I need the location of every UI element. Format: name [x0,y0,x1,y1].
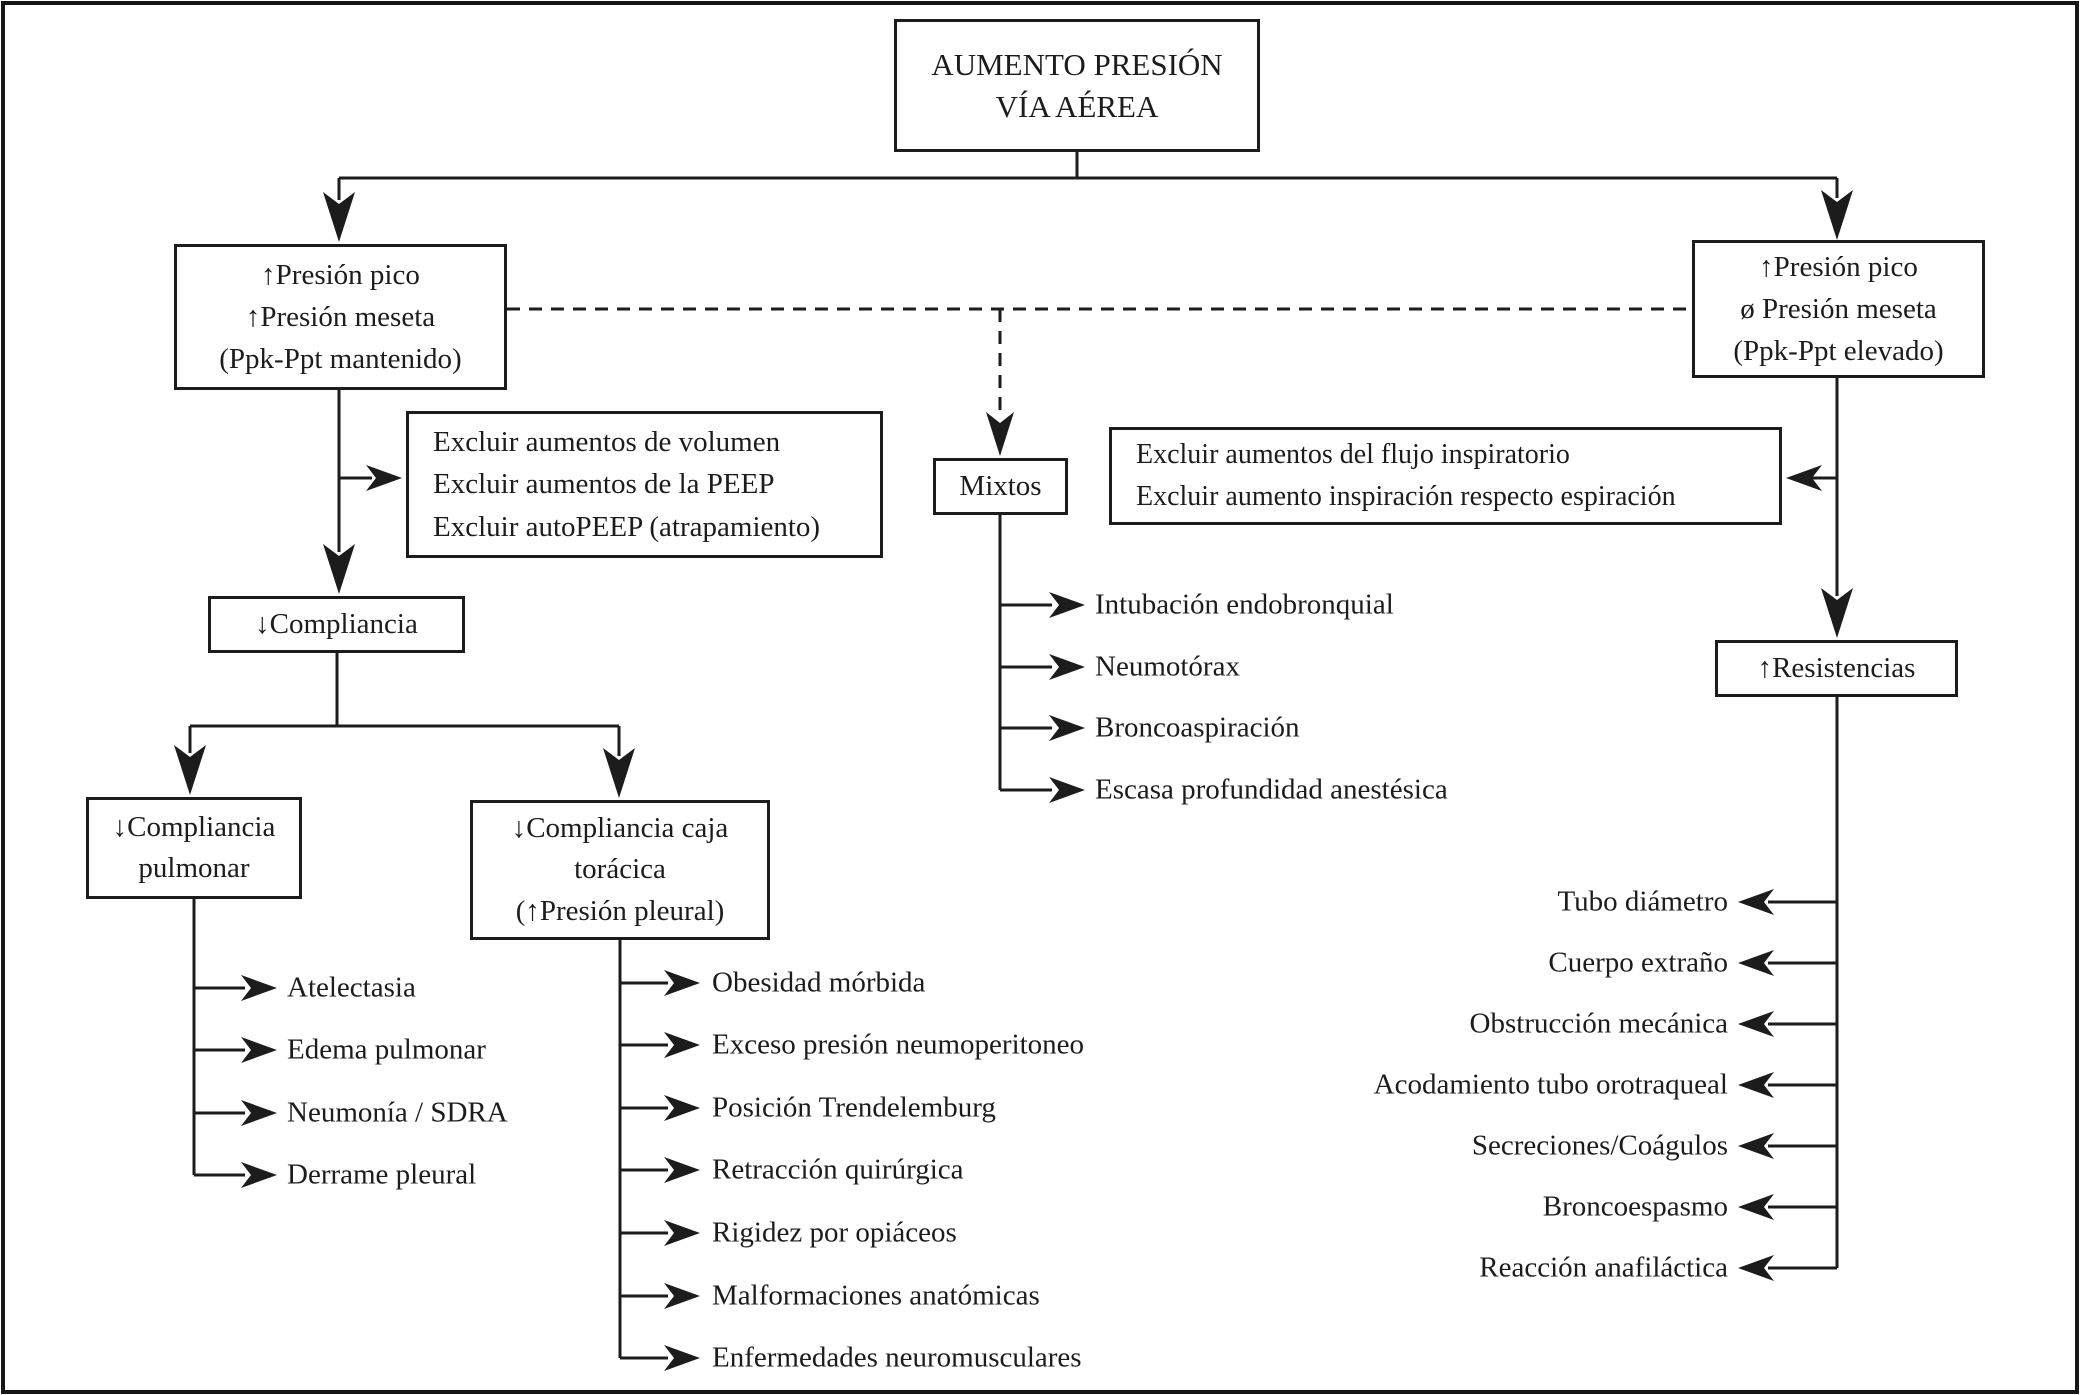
leaf-neumonia-sdra: Neumonía / SDRA [287,1096,508,1129]
node-right-top-line3: (Ppk-Ppt elevado) [1733,335,1944,368]
node-exclude-left [406,411,883,558]
node-left-top-line3: (Ppk-Ppt mantenido) [219,343,462,376]
node-root-line1: AUMENTO PRESIÓN [931,46,1223,82]
node-resistencias [1715,640,1958,697]
leaf-enfermedades-neuromusculares: Enfermedades neuromusculares [712,1341,1082,1374]
node-compliancia [208,596,465,653]
node-compliancia-caja [470,800,770,940]
compliancia-caja-line3: (↑Presión pleural) [515,894,725,927]
leaf-escasa-profundidad: Escasa profundidad anestésica [1095,773,1448,806]
node-root [894,19,1260,152]
node-exclude-right [1109,427,1782,525]
compliancia-caja-line2: torácica [574,853,666,886]
compliancia-caja-line1: ↓Compliancia caja [511,812,729,845]
node-right-top-line1: ↑Presión pico [1759,250,1918,283]
exclude-left-line1: Excluir aumentos de volumen [433,426,781,459]
resistencias-label: ↑Resistencias [1757,652,1916,685]
dashed-connectors [507,309,1692,418]
compliancia-pulmonar-line1: ↓Compliancia [112,811,276,844]
exclude-right-line1: Excluir aumentos del flujo inspiratorio [1136,439,1570,470]
mixtos-label: Mixtos [959,470,1042,503]
exclude-right-line2: Excluir aumento inspiración respecto espiración [1136,481,1676,512]
leaf-posicion-trendelemburg: Posición Trendelemburg [712,1091,996,1124]
compliancia-label: ↓Compliancia [255,608,418,641]
node-root-line2: VÍA AÉREA [995,88,1159,124]
node-compliancia-pulmonar [86,797,302,899]
compliancia-pulmonar-line2: pulmonar [138,852,250,884]
leaf-secreciones-coagulos: Secreciones/Coágulos [1471,1129,1728,1162]
leaf-atelectasia: Atelectasia [287,971,416,1004]
leaf-malformaciones-anatomicas: Malformaciones anatómicas [712,1279,1040,1312]
leaf-obstruccion-mecanica: Obstrucción mecánica [1469,1007,1728,1040]
leaf-broncoespasmo: Broncoespasmo [1542,1190,1728,1223]
exclude-left-line2: Excluir aumentos de la PEEP [433,468,775,501]
node-right-top-line2: ø Presión meseta [1740,292,1937,325]
leaf-tubo-diametro: Tubo diámetro [1557,885,1728,918]
node-peak-plateau-maintained [174,244,507,390]
node-left-top-line1: ↑Presión pico [261,258,420,291]
leaf-rigidez-opiaceos: Rigidez por opiáceos [712,1216,957,1249]
leaf-intubacion-endobronquial: Intubación endobronquial [1095,588,1394,621]
leaf-derrame-pleural: Derrame pleural [287,1158,477,1191]
node-left-top-line2: ↑Presión meseta [245,300,436,333]
leaf-obesidad-morbida: Obesidad mórbida [712,966,926,999]
leaf-neumotorax: Neumotórax [1095,650,1240,683]
leaf-edema-pulmonar: Edema pulmonar [287,1033,486,1066]
exclude-left-line3: Excluir autoPEEP (atrapamiento) [433,510,821,543]
leaf-broncoaspiracion: Broncoaspiración [1095,711,1300,744]
leaf-acodamiento-tubo: Acodamiento tubo orotraqueal [1373,1068,1728,1101]
leaf-retraccion-quirurgica: Retracción quirúrgica [712,1153,964,1186]
node-peak-plateau-elevated [1692,240,1985,378]
leaf-exceso-neumoperitoneo: Exceso presión neumoperitoneo [712,1028,1085,1061]
leaf-reaccion-anafilactica: Reacción anafiláctica [1479,1251,1728,1284]
node-mixtos [933,458,1068,515]
leaf-cuerpo-extrano: Cuerpo extraño [1548,946,1728,979]
